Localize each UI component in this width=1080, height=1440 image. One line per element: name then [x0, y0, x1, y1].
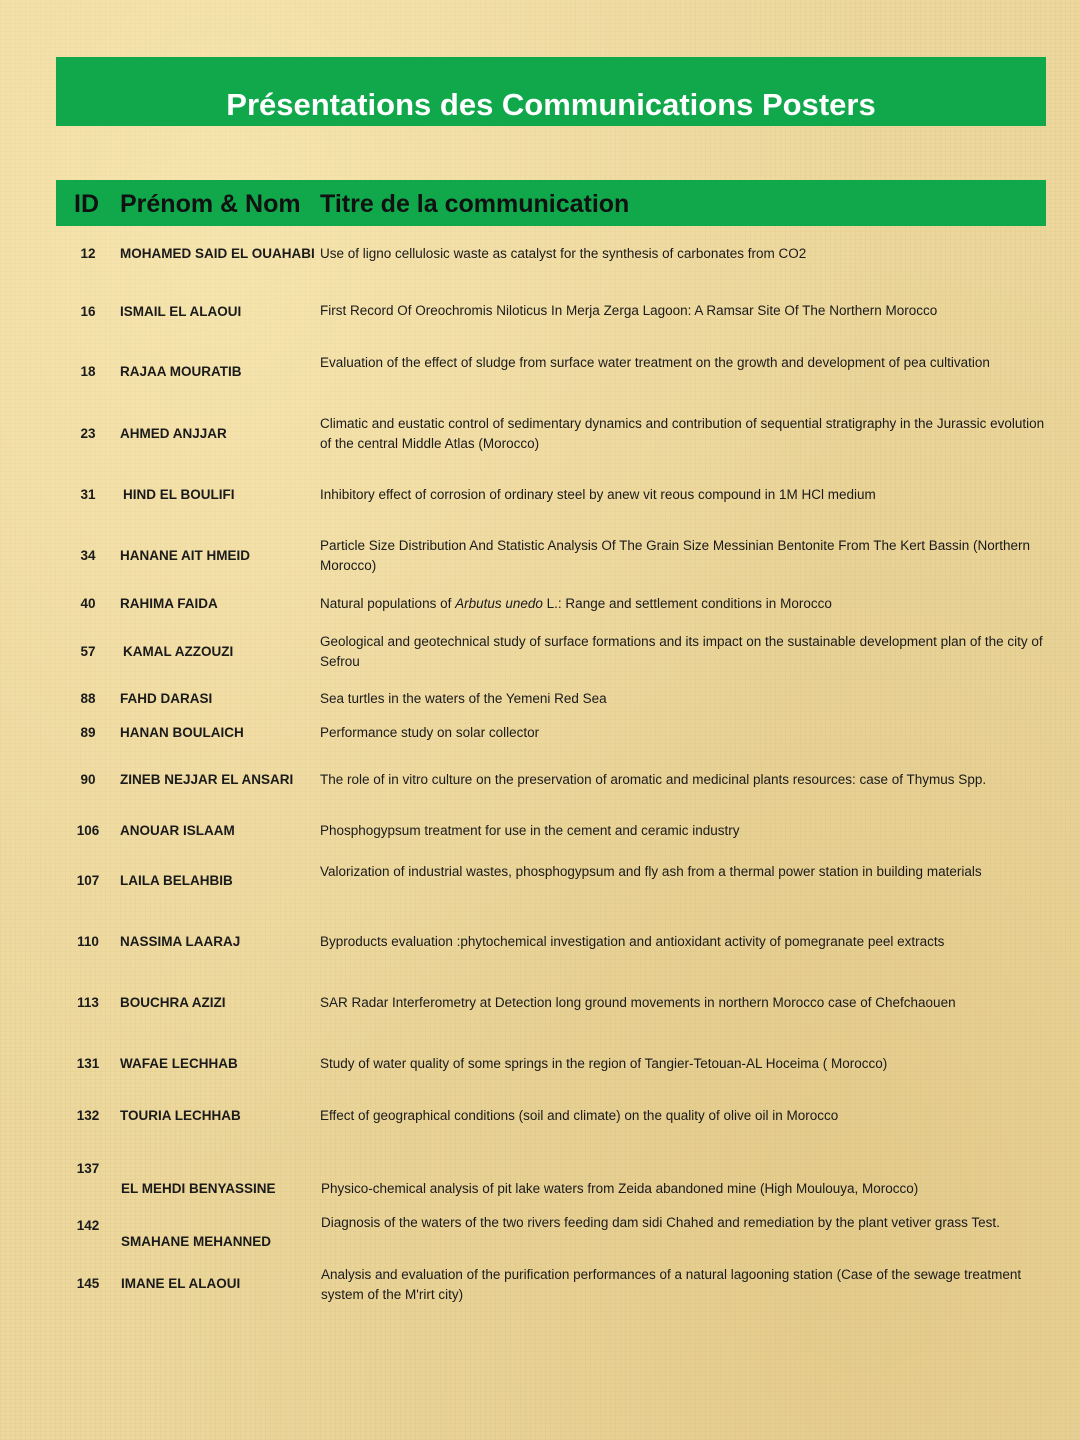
- row-name: LAILA BELAHBIB: [120, 873, 233, 888]
- row-title: [320, 594, 1048, 614]
- row-id: 12: [80, 246, 96, 261]
- row-title: Inhibitory effect of corrosion of ordinary steel by anew vit reous compound in 1M HCl medium: [320, 487, 876, 502]
- row-name: MOHAMED SAID EL OUAHABI: [120, 246, 315, 261]
- row-name: SMAHANE MEHANNED: [121, 1234, 272, 1249]
- row-id: 40: [80, 596, 96, 611]
- row-id: 131: [76, 1056, 100, 1071]
- row-id: 34: [80, 548, 96, 563]
- row-name: BOUCHRA AZIZI: [120, 995, 226, 1010]
- row-name: ANOUAR ISLAAM: [120, 823, 235, 838]
- row-id: 90: [80, 772, 96, 787]
- row-title: Analysis and evaluation of the purification performances of a natural lagooning station (Case of the sewage treatment system of the M'rirt city): [321, 1267, 1022, 1302]
- row-id: 145: [76, 1276, 100, 1291]
- row-id: 57: [80, 644, 96, 659]
- row-title: Performance study on solar collector: [320, 725, 540, 740]
- row-name: KAMAL AZZOUZI: [123, 644, 234, 659]
- row-name: HIND EL BOULIFI: [123, 487, 235, 502]
- row-title: The role of in vitro culture on the preservation of aromatic and medicinal plants resources: case of Thymus Spp.: [320, 772, 987, 787]
- row-title-post: L.: Range and settlement conditions in Morocco: [542, 596, 832, 611]
- row-id: 18: [80, 364, 96, 379]
- row-title: Study of water quality of some springs in the region of Tangier-Tetouan-AL Hoceima ( Morocco): [320, 1056, 888, 1071]
- header-id: ID: [74, 190, 99, 218]
- header-name: Prénom & Nom: [120, 190, 301, 218]
- table-header: [56, 180, 1046, 226]
- row-title: Physico-chemical analysis of pit lake waters from Zeida abandoned mine (High Moulouya, Morocco): [321, 1181, 919, 1196]
- row-id: 110: [77, 934, 99, 949]
- row-name: HANANE AIT HMEID: [120, 548, 250, 563]
- row-name: RAHIMA FAIDA: [120, 596, 218, 611]
- page-title-banner: [56, 57, 1046, 126]
- row-name: IMANE EL ALAOUI: [121, 1276, 241, 1291]
- page-title: Présentations des Communications Posters: [226, 86, 876, 122]
- row-name: NASSIMA LAARAJ: [120, 934, 241, 949]
- row-id: 16: [80, 304, 96, 319]
- row-id: 142: [76, 1218, 100, 1233]
- row-title-italic: Arbutus unedo: [455, 596, 543, 611]
- row-id: 132: [76, 1108, 100, 1123]
- row-id: 113: [77, 995, 99, 1010]
- row-title: Geological and geotechnical study of surface formations and its impact on the sustainable development plan of the city of Sefrou: [320, 634, 1043, 669]
- row-name: AHMED ANJJAR: [120, 426, 227, 441]
- row-id: 106: [76, 823, 100, 838]
- row-title: First Record Of Oreochromis Niloticus In Merja Zerga Lagoon: A Ramsar Site Of The Northern Morocco: [320, 303, 938, 318]
- row-title: Use of ligno cellulosic waste as catalyst for the synthesis of carbonates from CO2: [320, 246, 807, 261]
- row-name: FAHD DARASI: [120, 691, 213, 706]
- row-title: Diagnosis of the waters of the two rivers feeding dam sidi Chahed and remediation by the plant vetiver grass Test.: [321, 1215, 1000, 1230]
- row-title: Evaluation of the effect of sludge from surface water treatment on the growth and development of pea cultivation: [320, 355, 990, 370]
- row-id: 88: [80, 691, 96, 706]
- row-title: Particle Size Distribution And Statistic Analysis Of The Grain Size Messinian Bentonite From The Kert Bassin (Northern Morocco): [320, 538, 1031, 573]
- row-title: SAR Radar Interferometry at Detection long ground movements in northern Morocco case of Chefchaouen: [320, 995, 956, 1010]
- row-name: EL MEHDI BENYASSINE: [121, 1181, 276, 1196]
- row-id: 107: [76, 873, 100, 888]
- row-name: HANAN BOULAICH: [120, 725, 244, 740]
- row-name: TOURIA LECHHAB: [120, 1108, 241, 1123]
- row-id: 137: [76, 1161, 100, 1176]
- row-name: ISMAIL EL ALAOUI: [120, 304, 242, 319]
- row-title-pre: Natural populations of: [320, 596, 456, 611]
- row-name: ZINEB NEJJAR EL ANSARI: [120, 772, 294, 787]
- row-title: Sea turtles in the waters of the Yemeni Red Sea: [320, 691, 607, 706]
- row-name: WAFAE LECHHAB: [120, 1056, 238, 1071]
- row-title: Byproducts evaluation :phytochemical investigation and antioxidant activity of pomegranate peel extracts: [320, 934, 945, 949]
- header-title: Titre de la communication: [320, 190, 630, 218]
- row-id: 23: [80, 426, 96, 441]
- row-title: Effect of geographical conditions (soil and climate) on the quality of olive oil in Morocco: [320, 1108, 839, 1123]
- row-title: Climatic and eustatic control of sedimentary dynamics and contribution of sequential stratigraphy in the Jurassic evolution of the central Middle Atlas (Morocco): [320, 416, 1045, 451]
- row-id: 31: [80, 487, 96, 502]
- row-id: 89: [80, 725, 96, 740]
- row-title: Phosphogypsum treatment for use in the cement and ceramic industry: [320, 823, 740, 838]
- row-name: RAJAA MOURATIB: [120, 364, 242, 379]
- row-title: Valorization of industrial wastes, phosphogypsum and fly ash from a thermal power station in building materials: [320, 864, 982, 879]
